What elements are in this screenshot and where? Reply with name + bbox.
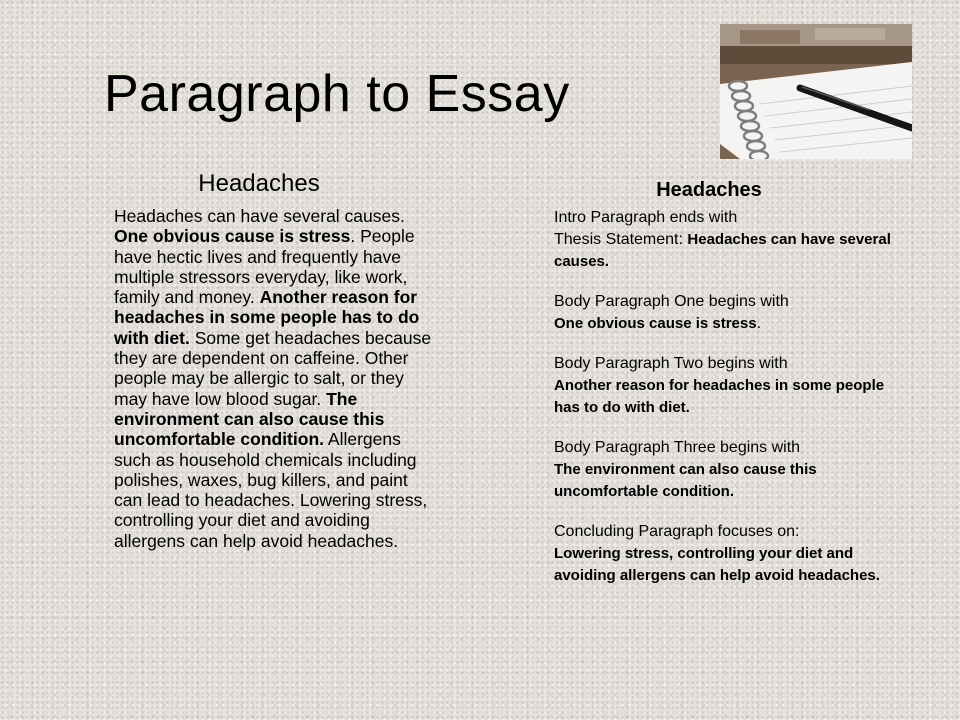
outline-body-three <box>554 437 899 503</box>
outline-label: Intro Paragraph ends with <box>554 209 738 226</box>
paragraph-text: Allergens such as household chemicals including polishes, waxes, bug killers, and paint can lead to headaches. Lowering stress, controlling your diet and avoiding allergens can help avoid headaches. <box>114 429 428 551</box>
notebook-and-pen-photo <box>720 24 912 159</box>
outline-intro <box>554 207 899 273</box>
paragraph-topic-sentence: One obvious cause is stress <box>114 226 351 247</box>
outline-conclusion <box>554 521 899 587</box>
essay-paragraph <box>114 206 436 551</box>
paragraph-text: Headaches can have several causes. <box>114 206 405 226</box>
outline-label: Body Paragraph One begins with <box>554 293 789 310</box>
paragraph-topic-sentence: Another reason for headaches in some people has to do with diet. <box>114 287 420 348</box>
outline-punctuation: . <box>756 315 762 332</box>
paragraph-text: Some get headaches because they are dependent on caffeine. Other people may be allergic to salt, or they may have low blood sugar. <box>114 327 432 409</box>
topic-sentence: One obvious cause is stress <box>554 315 757 332</box>
slide-title: Paragraph to Essay <box>104 65 570 123</box>
paragraph-topic-sentence: The environment can also cause this uncomfortable condition. <box>114 388 385 450</box>
topic-sentence: Another reason for headaches in some people has to do with diet. <box>554 377 885 416</box>
outline-label: Concluding Paragraph focuses on: <box>554 523 800 540</box>
outline-label: Body Paragraph Three begins with <box>554 439 801 456</box>
outline-body-two <box>554 353 899 419</box>
topic-sentence: The environment can also cause this uncomfortable condition. <box>554 461 817 500</box>
left-heading: Headaches <box>198 170 320 197</box>
right-heading: Headaches <box>656 179 762 201</box>
outline-body-one <box>554 291 899 335</box>
essay-outline <box>554 207 899 605</box>
outline-label: Thesis Statement: <box>554 231 688 248</box>
paragraph-text: . People have hectic lives and frequently have multiple stressors everyday, like work, family and money. <box>114 226 415 308</box>
thesis-statement: Headaches can have several causes. <box>554 231 891 270</box>
concluding-sentence: Lowering stress, controlling your diet and avoiding allergens can help avoid headaches. <box>554 545 880 584</box>
outline-label: Body Paragraph Two begins with <box>554 355 788 372</box>
